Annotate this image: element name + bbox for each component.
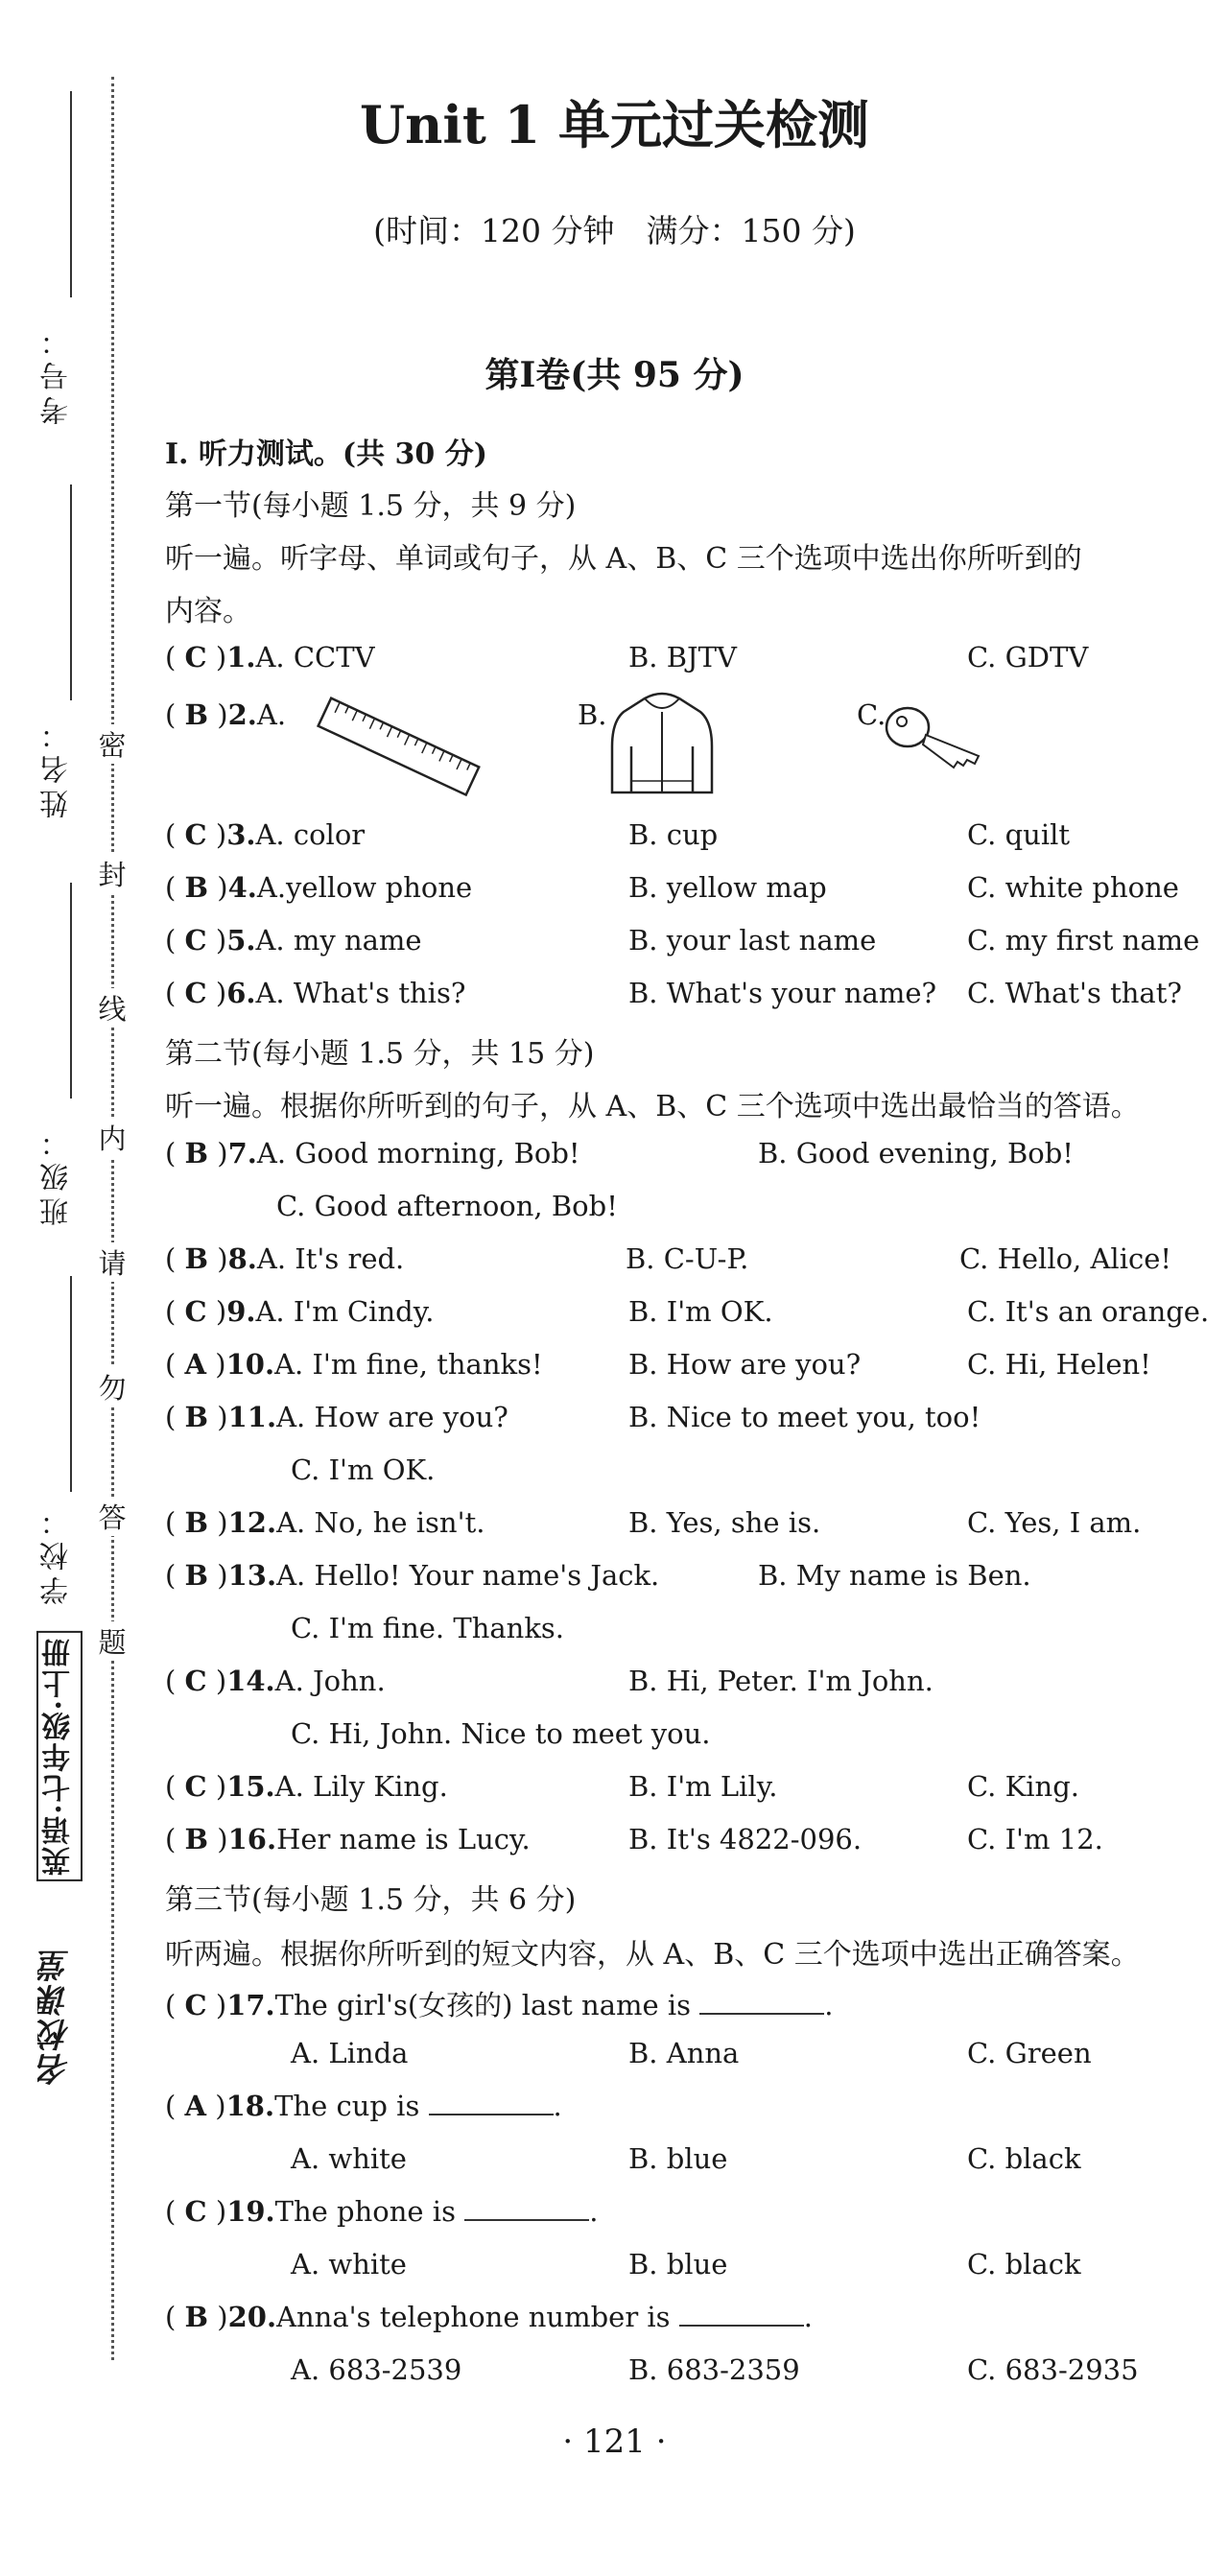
option-b: B. I'm Lily. <box>628 1770 778 1803</box>
page-number: · 121 · <box>562 2422 667 2461</box>
section-heading: Ⅰ. 听力测试。(共 30 分) <box>165 437 487 471</box>
option-c: C. I'm fine. Thanks. <box>291 1612 565 1644</box>
question-17: ( C )17.The girl's(女孩的) last name is . <box>165 1989 834 2021</box>
question-18: ( A )18.The cup is . <box>165 2090 562 2122</box>
label-kaohao: 考号： <box>40 321 74 425</box>
ruler-icon <box>312 693 485 803</box>
seal-char-4: 内 <box>95 1118 130 1157</box>
seal-char-6: 勿 <box>95 1367 130 1406</box>
part1-instruction-cont: 内容。 <box>165 595 251 628</box>
q2-option-c-label: C. <box>857 698 886 731</box>
question-2: ( B )2.A. <box>165 698 287 731</box>
question-19: ( C )19.The phone is . <box>165 2195 599 2228</box>
label-xingming: 姓名： <box>40 715 74 818</box>
option-a: A. Linda <box>291 2037 409 2069</box>
option-b: B. My name is Ben. <box>758 1559 1031 1592</box>
seal-char-2: 封 <box>95 854 130 893</box>
option-c: C. King. <box>967 1770 1079 1803</box>
seal-char-3: 线 <box>95 988 130 1028</box>
part-heading: 第Ⅰ卷(共 95 分) <box>485 355 744 395</box>
option-b: B. Anna <box>628 2037 740 2069</box>
answer-blank <box>699 1992 824 2015</box>
question-14: ( C )14.A. John. <box>165 1665 386 1697</box>
name-line-banji <box>70 883 72 1099</box>
part1-heading: 第一节(每小题 1.5 分，共 9 分) <box>165 489 577 523</box>
option-c: C. black <box>967 2248 1081 2281</box>
question-10: ( A )10.A. I'm fine, thanks! <box>165 1348 543 1381</box>
answer: C <box>184 641 207 674</box>
binding-dotted-line <box>111 77 114 2360</box>
option-b: B. Hi, Peter. I'm John. <box>628 1665 934 1697</box>
option-c: C. What's that? <box>967 977 1182 1009</box>
option-b: B. cup <box>628 818 719 851</box>
exam-time-info: (时间：120 分钟 满分：150 分) <box>373 212 856 249</box>
option-b: B. yellow map <box>628 871 827 904</box>
label-banji: 班级： <box>40 1123 74 1226</box>
question-8: ( B )8.A. It's red. <box>165 1242 405 1275</box>
question-4: ( B )4.A.yellow phone <box>165 871 473 904</box>
option-c: C. I'm OK. <box>291 1453 436 1486</box>
option-c: C. It's an orange. <box>967 1295 1210 1328</box>
page-title: Unit 1 单元过关检测 <box>360 94 869 155</box>
option-a: A. 683-2539 <box>291 2353 462 2386</box>
answer-blank <box>464 2198 589 2221</box>
option-c: C. quilt <box>967 818 1071 851</box>
part2-instruction: 听一遍。根据你所听到的句子，从 A、B、C 三个选项中选出最恰当的答语。 <box>165 1090 1140 1123</box>
seal-char-8: 题 <box>95 1621 130 1661</box>
option-c: C. Green <box>967 2037 1092 2069</box>
option-c: C. 683-2935 <box>967 2353 1139 2386</box>
question-11: ( B )11.A. How are you? <box>165 1401 508 1433</box>
option-c: C. GDTV <box>967 641 1089 674</box>
option-c: C. Good afternoon, Bob! <box>276 1190 618 1222</box>
question-6: ( C )6.A. What's this? <box>165 977 466 1009</box>
option-c: C. Hello, Alice! <box>959 1242 1172 1275</box>
option-c: C. I'm 12. <box>967 1823 1103 1855</box>
option-a: A. white <box>291 2142 407 2175</box>
question-7: ( B )7.A. Good morning, Bob! <box>165 1137 580 1170</box>
option-c: C. my first name <box>967 924 1200 957</box>
question-13: ( B )13.A. Hello! Your name's Jack. <box>165 1559 660 1592</box>
jacket-icon <box>604 689 720 799</box>
seal-char-5: 请 <box>95 1242 130 1282</box>
part1-instruction: 听一遍。听字母、单词或句子，从 A、B、C 三个选项中选出你所听到的 <box>165 542 1082 576</box>
option-c: C. black <box>967 2142 1081 2175</box>
brand-logo: 名校课堂 <box>37 1948 76 2086</box>
name-line-xingming <box>70 484 72 700</box>
question-20: ( B )20.Anna's telephone number is . <box>165 2301 813 2333</box>
option-c: C. white phone <box>967 871 1179 904</box>
option-b: B. blue <box>628 2248 728 2281</box>
q2-option-b-label: B. <box>578 698 607 731</box>
answer-blank <box>429 2092 554 2115</box>
part2-heading: 第二节(每小题 1.5 分，共 15 分) <box>165 1037 595 1071</box>
option-b: B. I'm OK. <box>628 1295 773 1328</box>
question-5: ( C )5.A. my name <box>165 924 422 957</box>
option-c: C. Hi, John. Nice to meet you. <box>291 1717 711 1750</box>
option-b: B. BJTV <box>628 641 737 674</box>
option-b: B. Yes, she is. <box>628 1506 821 1539</box>
answer-blank <box>679 2304 804 2327</box>
option-c: C. Hi, Helen! <box>967 1348 1151 1381</box>
seal-char-7: 答 <box>95 1497 130 1536</box>
option-b: B. What's your name? <box>628 977 937 1009</box>
option-b: B. Nice to meet you, too! <box>628 1401 981 1433</box>
option-b: B. It's 4822-096. <box>628 1823 863 1855</box>
option-b: B. blue <box>628 2142 728 2175</box>
option-b: B. your last name <box>628 924 877 957</box>
option-b: B. 683-2359 <box>628 2353 800 2386</box>
seal-char-1: 密 <box>95 724 130 764</box>
option-b: B. C-U-P. <box>626 1242 749 1275</box>
key-icon <box>883 698 988 775</box>
question-3: ( C )3.A. color <box>165 818 366 851</box>
part3-heading: 第三节(每小题 1.5 分，共 6 分) <box>165 1883 577 1917</box>
question-1: ( C )1.A. CCTV <box>165 641 375 674</box>
label-xuexiao: 学校： <box>40 1501 74 1605</box>
question-15: ( C )15.A. Lily King. <box>165 1770 448 1803</box>
option-c: C. Yes, I am. <box>967 1506 1142 1539</box>
book-label: 英语·七年级·上册 <box>36 1631 83 1881</box>
option-b: B. Good evening, Bob! <box>758 1137 1074 1170</box>
part3-instruction: 听两遍。根据你所听到的短文内容，从 A、B、C 三个选项中选出正确答案。 <box>165 1938 1140 1972</box>
option-a: A. white <box>291 2248 407 2281</box>
question-12: ( B )12.A. No, he isn't. <box>165 1506 485 1539</box>
question-16: ( B )16.Her name is Lucy. <box>165 1823 531 1855</box>
question-9: ( C )9.A. I'm Cindy. <box>165 1295 435 1328</box>
option-b: B. How are you? <box>628 1348 862 1381</box>
name-line-xuexiao <box>70 1276 72 1492</box>
